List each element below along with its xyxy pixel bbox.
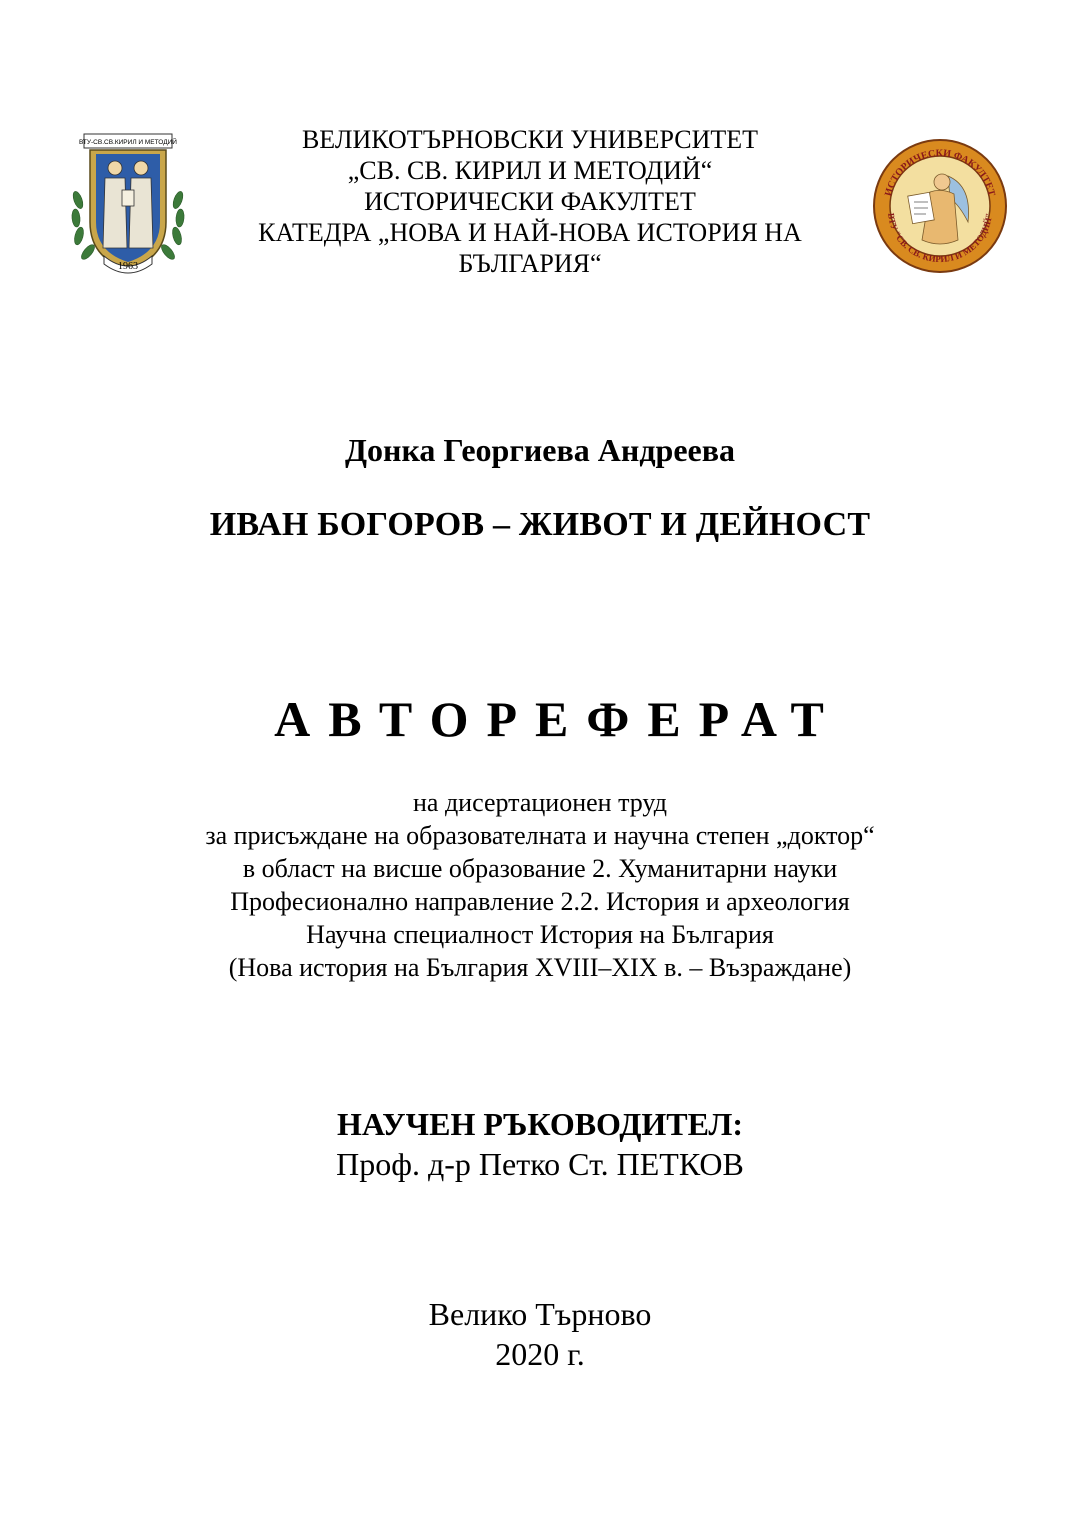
abstract-heading: АВТОРЕФЕРАТ <box>274 691 842 747</box>
header-line-university-name: „СВ. СВ. КИРИЛ И МЕТОДИЙ“ <box>347 156 713 185</box>
description-line: Професионално направление 2.2. История и археология <box>230 887 850 916</box>
header-line-university: ВЕЛИКОТЪРНОВСКИ УНИВЕРСИТЕТ <box>301 125 759 154</box>
institution-header <box>210 124 850 279</box>
header-line-department: КАТЕДРА „НОВА И НАЙ-НОВА ИСТОРИЯ НА <box>258 218 802 247</box>
place-and-year <box>0 1294 1080 1374</box>
city: Велико Търново <box>428 1296 652 1332</box>
description-line: на дисертационен труд <box>413 788 667 817</box>
thesis-description <box>0 786 1080 984</box>
seal-ring-top-text: ИСТОРИЧЕСКИ ФАКУЛТЕТ <box>883 147 997 198</box>
faculty-seal-icon <box>870 136 1010 276</box>
university-crest-icon <box>68 130 188 278</box>
crest-year: 1963 <box>118 261 138 272</box>
description-line: в област на висше образование 2. Хуманитарни науки <box>242 854 838 883</box>
supervisor-name: Проф. д-р Петко Ст. ПЕТКОВ <box>336 1146 744 1182</box>
thesis-title: ИВАН БОГОРОВ – ЖИВОТ И ДЕЙНОСТ <box>209 506 871 543</box>
description-line: (Нова история на България XVIII–XIX в. – Възраждане) <box>228 953 852 982</box>
seal-ring-bottom-text: ВТУ "СВ. СВ. КИРИЛ И МЕТОДИЙ" <box>886 212 994 265</box>
description-line: за присъждане на образователната и научна степен „доктор“ <box>205 821 875 850</box>
year: 2020 г. <box>495 1336 585 1372</box>
supervisor-heading: НАУЧЕН РЪКОВОДИТЕЛ: <box>336 1106 744 1142</box>
crest-banner-text: ВТУ-СВ.СВ.КИРИЛ И МЕТОДИЙ <box>79 139 177 146</box>
header-line-department-cont: БЪЛГАРИЯ“ <box>458 249 602 278</box>
author-name: Донка Георгиева Андреева <box>345 432 735 468</box>
header-line-faculty: ИСТОРИЧЕСКИ ФАКУЛТЕТ <box>364 187 696 216</box>
description-line: Научна специалност История на България <box>306 920 774 949</box>
